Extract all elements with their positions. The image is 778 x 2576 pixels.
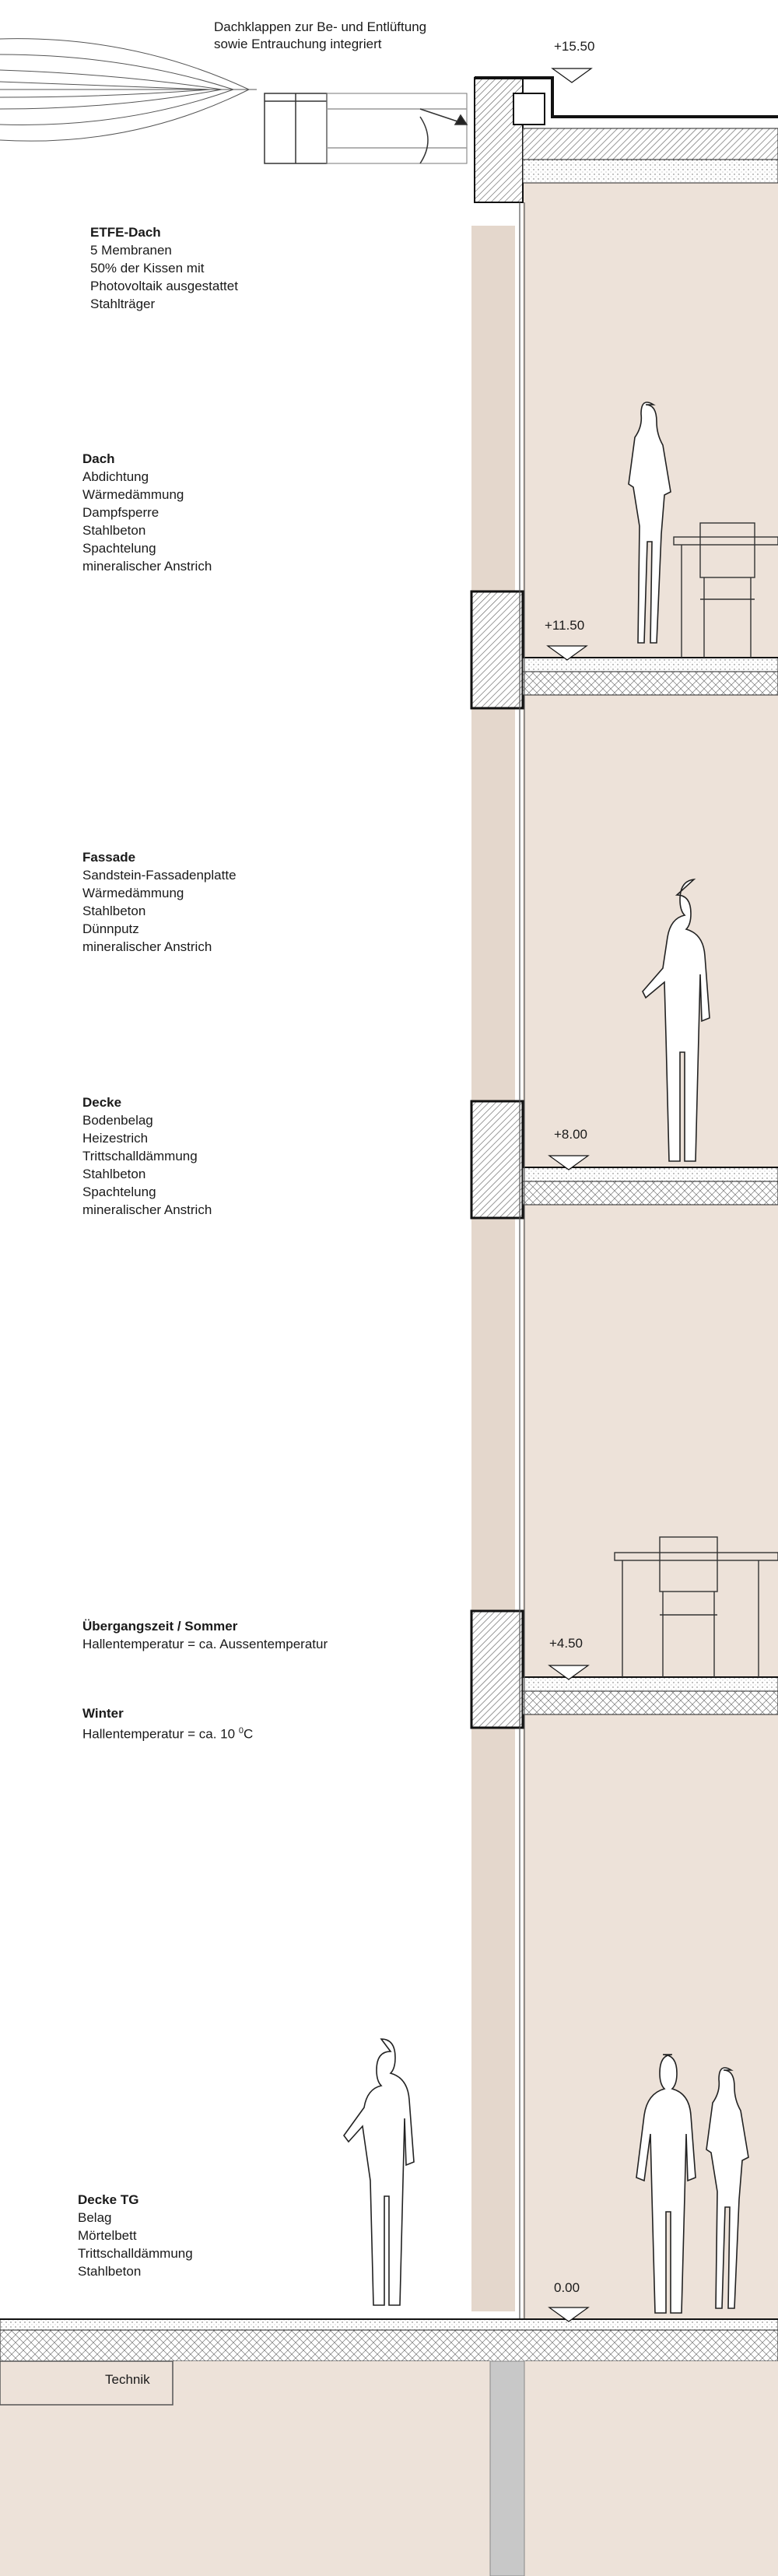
label-dach-line: Stahlbeton (82, 523, 146, 538)
roof-flap (265, 93, 467, 163)
label-dach-line: Spachtelung (82, 541, 156, 556)
label-decke-tg-line: Trittschalldämmung (78, 2246, 193, 2261)
ground-slab (0, 2319, 778, 2361)
label-etfe-title: ETFE-Dach (90, 225, 161, 240)
label-winter-sup: 0 (238, 1726, 244, 1735)
label-decke-line: Spachtelung (82, 1184, 156, 1199)
label-fassade-line: Sandstein-Fassadenplatte (82, 868, 237, 883)
column (490, 2361, 524, 2576)
label-etfe-line: 5 Membranen (90, 243, 172, 258)
label-winter-prefix: Hallentemperatur = ca. 10 (82, 1726, 239, 1742)
label-uebergang-line: Hallentemperatur = ca. Aussentemperatur (82, 1637, 328, 1651)
label-etfe (90, 223, 238, 313)
label-decke-line: Trittschalldämmung (82, 1149, 198, 1163)
label-dach (82, 450, 212, 575)
label-fassade-line: Dünnputz (82, 921, 139, 936)
level-roof: +15.50 (554, 39, 595, 54)
level-l1: +4.50 (549, 1636, 584, 1651)
label-dach-line: Wärmedämmung (82, 487, 184, 502)
label-decke-line: Bodenbelag (82, 1113, 153, 1128)
label-decke-tg-title: Decke TG (78, 2192, 139, 2207)
label-fassade-line: mineralischer Anstrich (82, 939, 212, 954)
label-dach-line: Dampfsperre (82, 505, 159, 520)
label-uebergang-title: Übergangszeit / Sommer (82, 1619, 238, 1634)
label-uebergang (82, 1617, 328, 1653)
label-fassade (82, 848, 237, 956)
roof-flap-note-line2: sowie Entrauchung integriert (214, 37, 382, 51)
label-etfe-line: 50% der Kissen mit (90, 261, 205, 275)
label-decke-line: Stahlbeton (82, 1167, 146, 1181)
roof-flap-note-line1: Dachklappen zur Be- und Entlüftung (214, 19, 427, 34)
label-winter-suffix: C (243, 1726, 254, 1742)
label-decke-line: Heizestrich (82, 1131, 149, 1146)
label-decke-tg-line: Mörtelbett (78, 2228, 137, 2243)
label-etfe-line: Stahlträger (90, 297, 156, 311)
label-decke-line: mineralischer Anstrich (82, 1202, 212, 1217)
label-winter-title: Winter (82, 1706, 124, 1721)
facade-stone-band (471, 226, 515, 2311)
label-decke-title: Decke (82, 1095, 122, 1110)
roof-flap-note (214, 19, 426, 53)
level-l3: +11.50 (545, 618, 585, 633)
level-ground: 0.00 (554, 2280, 580, 2295)
etfe-cushion (0, 39, 257, 142)
label-fassade-line: Wärmedämmung (82, 886, 184, 900)
label-fassade-title: Fassade (82, 850, 136, 865)
label-dach-line: mineralischer Anstrich (82, 559, 212, 574)
room-label-technik: Technik (105, 2372, 150, 2387)
label-dach-line: Abdichtung (82, 469, 149, 484)
label-decke-tg-line: Belag (78, 2210, 112, 2225)
label-dach-title: Dach (82, 451, 115, 466)
label-decke (82, 1093, 212, 1219)
level-l2: +8.00 (554, 1127, 588, 1142)
label-winter (82, 1704, 253, 1743)
label-decke-tg-line: Stahlbeton (78, 2264, 142, 2279)
label-fassade-line: Stahlbeton (82, 904, 146, 918)
label-etfe-line: Photovoltaik ausgestattet (90, 279, 238, 293)
label-decke-tg (78, 2191, 193, 2280)
label-winter-line (82, 1722, 253, 1743)
